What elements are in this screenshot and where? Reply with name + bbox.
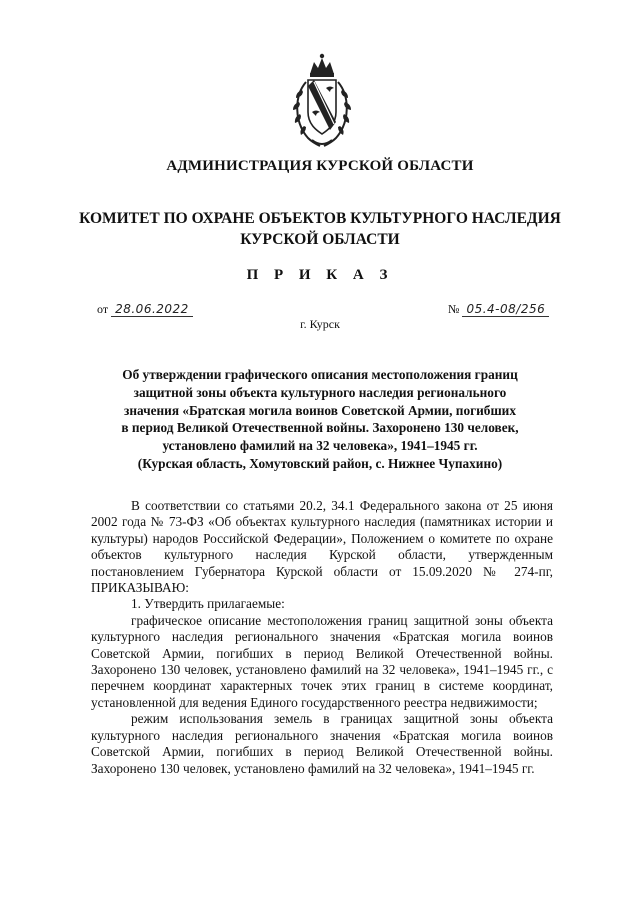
order-number: [448, 302, 549, 317]
order-subject: [100, 366, 540, 473]
order-title: П Р И К А З: [246, 267, 394, 283]
order-body: [91, 498, 553, 777]
body-paragraph: В соответствии со статьями 20.2, 34.1 Федерального закона от 25 июня 2002 года № 73-ФЗ «Об объектах культурного наследия (памятниках истории и культуры) народов Российской Федерации», Положением о комитете по охране объектов культурного наследия Курской области, утвержденным постановлением Губернатора Курской области от 15.09.2020 № 274-пг, ПРИКАЗЫВАЮ:: [91, 498, 553, 596]
number-handwritten: 05.4-08/256: [462, 302, 549, 317]
body-paragraph: 1. Утвердить прилагаемые:: [131, 596, 285, 612]
coat-of-arms-icon: [288, 52, 356, 150]
body-paragraph: режим использования земель в границах защитной зоны объекта культурного наследия регионального значения «Братская могила воинов Советской Армии, погибших в период Великой Отечественной войны. Захоронено 130 человек, установлено фамилий на 32 человека», 1941–1945 гг.: [91, 711, 553, 776]
subject-line: Об утверждении графического описания местоположения границ: [122, 367, 518, 382]
committee-title: [0, 208, 640, 250]
city: г. Курск: [300, 317, 340, 331]
order-date: [97, 302, 193, 317]
subject-line: установлено фамилий на 32 человека», 1941–1945 гг.: [162, 438, 478, 454]
subject-line: защитной зоны объекта культурного наследия регионального: [133, 384, 507, 400]
committee-title-line1: КОМИТЕТ ПО ОХРАНЕ ОБЪЕКТОВ КУЛЬТУРНОГО НАСЛЕДИЯ: [79, 210, 561, 227]
date-handwritten: 28.06.2022: [111, 302, 193, 317]
subject-line: (Курская область, Хомутовский район, с. Нижнее Чупахино): [137, 455, 503, 471]
date-prefix: от: [97, 302, 109, 316]
number-prefix: №: [448, 302, 460, 316]
subject-line: в период Великой Отечественной войны. Захоронено 130 человек,: [121, 420, 519, 436]
committee-title-line2: КУРСКОЙ ОБЛАСТИ: [240, 231, 400, 248]
administration-title: АДМИНИСТРАЦИЯ КУРСКОЙ ОБЛАСТИ: [166, 158, 474, 174]
body-paragraph: графическое описание местоположения границ защитной зоны объекта культурного наследия регионального значения «Братская могила воинов Советской Армии, погибших в период Великой Отечественной войны. Захоронено 130 человек, установлено фамилий на 32 человека», 1941–1945 гг., с перечнем координат характерных точек этих границ в системе координат, установленной для ведения Единого государственного реестра недвижимости;: [91, 612, 553, 710]
subject-line: значения «Братская могила воинов Советской Армии, погибших: [123, 402, 516, 418]
